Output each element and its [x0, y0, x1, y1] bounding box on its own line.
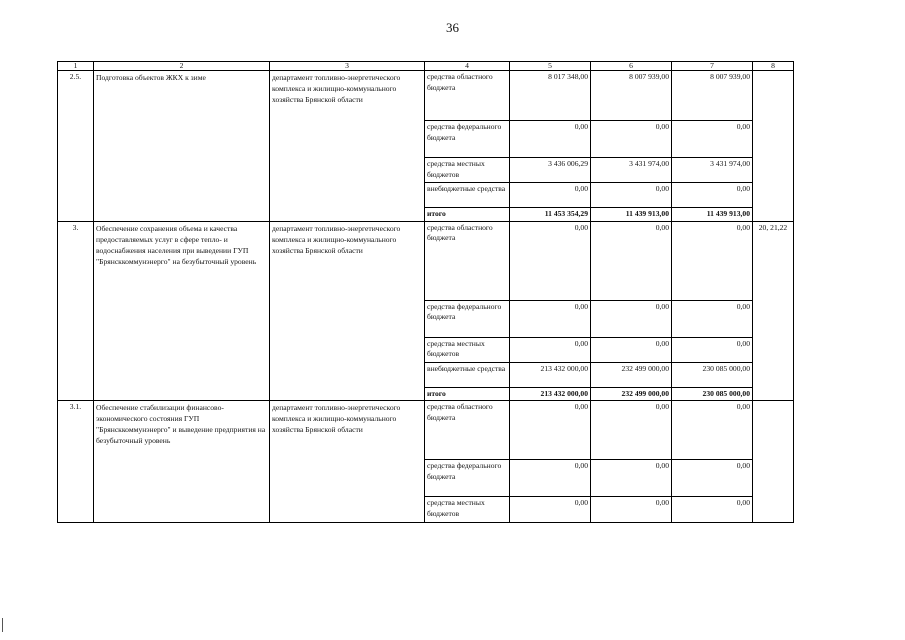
value-col6: 232 499 000,00 [591, 362, 672, 387]
funding-source: итого [425, 387, 510, 400]
indicators [753, 401, 794, 523]
funding-source: внебюджетные средства [425, 183, 510, 208]
value-col5: 0,00 [510, 221, 591, 300]
funding-source: средства областного бюджета [425, 71, 510, 121]
item-number: 3. [58, 221, 94, 400]
value-col5: 8 017 348,00 [510, 71, 591, 121]
value-col7: 0,00 [672, 300, 753, 337]
item-number: 3.1. [58, 401, 94, 523]
department: департамент топливно-энергетического комплекса и жилищно-коммунального хозяйства Брянской области [270, 221, 425, 400]
item-number: 2.5. [58, 71, 94, 221]
value-col7: 8 007 939,00 [672, 71, 753, 121]
value-col5: 0,00 [510, 337, 591, 362]
measure-name: Подготовка объектов ЖКХ к зиме [94, 71, 270, 221]
value-col7: 0,00 [672, 183, 753, 208]
header-row [58, 62, 794, 71]
scan-edge-mark [2, 618, 3, 632]
value-col6: 0,00 [591, 183, 672, 208]
value-col7: 0,00 [672, 497, 753, 523]
value-col5: 11 453 354,29 [510, 208, 591, 221]
col-header: 1 [58, 62, 94, 71]
value-col7: 11 439 913,00 [672, 208, 753, 221]
funding-source: средства областного бюджета [425, 401, 510, 460]
funding-source: средства федерального бюджета [425, 460, 510, 497]
value-col6: 11 439 913,00 [591, 208, 672, 221]
department: департамент топливно-энергетического комплекса и жилищно-коммунального хозяйства Брянской области [270, 71, 425, 221]
indicators: 20, 21,22 [753, 221, 794, 400]
value-col6: 0,00 [591, 337, 672, 362]
value-col6: 3 431 974,00 [591, 158, 672, 183]
value-col6: 232 499 000,00 [591, 387, 672, 400]
funding-source: средства местных бюджетов [425, 337, 510, 362]
funding-source: средства областного бюджета [425, 221, 510, 300]
value-col6: 0,00 [591, 300, 672, 337]
col-header: 7 [672, 62, 753, 71]
value-col5: 0,00 [510, 460, 591, 497]
budget-table [57, 61, 794, 523]
value-col6: 0,00 [591, 401, 672, 460]
measure-name: Обеспечение стабилизации финансово-экономического состояния ГУП "Брянсккоммунэнерго" и выведение предприятия на безубыточный уровень [94, 401, 270, 523]
value-col6: 0,00 [591, 221, 672, 300]
col-header: 5 [510, 62, 591, 71]
indicators [753, 71, 794, 221]
value-col6: 0,00 [591, 121, 672, 158]
measure-name: Обеспечение сохранения объема и качества предоставляемых услуг в сфере тепло- и водоснабжения населения при выведении ГУП "Брянсккоммунэнерго" на безубыточный уровень [94, 221, 270, 400]
value-col5: 0,00 [510, 401, 591, 460]
funding-source: средства федерального бюджета [425, 121, 510, 158]
table-row [58, 221, 794, 300]
value-col5: 0,00 [510, 300, 591, 337]
value-col7: 0,00 [672, 221, 753, 300]
funding-source: средства местных бюджетов [425, 158, 510, 183]
value-col7: 230 085 000,00 [672, 387, 753, 400]
page-number: 36 [446, 20, 459, 35]
value-col7: 230 085 000,00 [672, 362, 753, 387]
col-header: 2 [94, 62, 270, 71]
value-col7: 0,00 [672, 460, 753, 497]
value-col6: 0,00 [591, 460, 672, 497]
department: департамент топливно-энергетического комплекса и жилищно-коммунального хозяйства Брянской области [270, 401, 425, 523]
funding-source: средства местных бюджетов [425, 497, 510, 523]
col-header: 4 [425, 62, 510, 71]
value-col7: 0,00 [672, 121, 753, 158]
value-col6: 8 007 939,00 [591, 71, 672, 121]
value-col5: 3 436 006,29 [510, 158, 591, 183]
col-header: 6 [591, 62, 672, 71]
value-col5: 0,00 [510, 121, 591, 158]
value-col7: 0,00 [672, 401, 753, 460]
table-row [58, 71, 794, 121]
value-col7: 0,00 [672, 337, 753, 362]
value-col5: 0,00 [510, 497, 591, 523]
funding-source: внебюджетные средства [425, 362, 510, 387]
col-header: 3 [270, 62, 425, 71]
funding-source: итого [425, 208, 510, 221]
value-col5: 213 432 000,00 [510, 362, 591, 387]
value-col7: 3 431 974,00 [672, 158, 753, 183]
table-row [58, 401, 794, 460]
col-header: 8 [753, 62, 794, 71]
value-col6: 0,00 [591, 497, 672, 523]
value-col5: 0,00 [510, 183, 591, 208]
funding-source: средства федерального бюджета [425, 300, 510, 337]
value-col5: 213 432 000,00 [510, 387, 591, 400]
